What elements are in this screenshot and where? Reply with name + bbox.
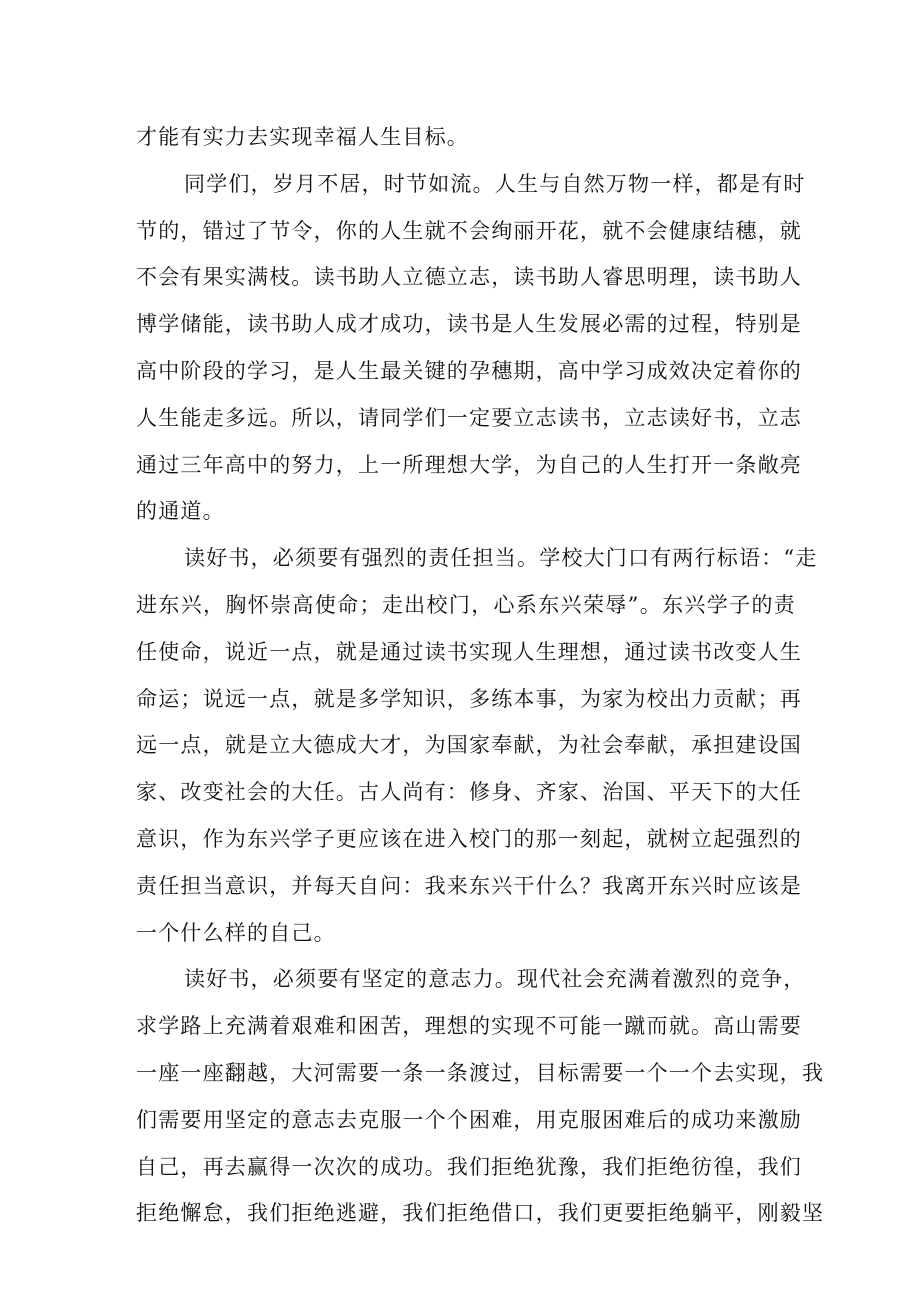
text-line: 命运；说远一点，就是多学知识，多练本事，为家为校出力贡献；再 bbox=[136, 686, 802, 711]
article-body bbox=[136, 114, 825, 1237]
text-line: 博学储能，读书助人成才成功，读书是人生发展必需的过程，特别是 bbox=[136, 312, 802, 337]
text-line: 意识，作为东兴学子更应该在进入校门的那一刻起，就树立起强烈的 bbox=[136, 826, 802, 851]
text-line: 进东兴，胸怀崇高使命；走出校门，心系东兴荣辱”。东兴学子的责 bbox=[136, 592, 796, 617]
text-line: 一个什么样的自己。 bbox=[136, 920, 336, 945]
paragraph-first-line: 同学们，岁月不居，时节如流。人生与自然万物一样，都是有时 bbox=[184, 171, 806, 196]
text-line: 远一点，就是立大德成大才，为国家奉献，为社会奉献，承担建设国 bbox=[136, 733, 802, 758]
text-line: 通过三年高中的努力，上一所理想大学，为自己的人生打开一条敞亮 bbox=[136, 452, 802, 477]
text-line: 才能有实力去实现幸福人生目标。 bbox=[136, 125, 469, 149]
text-line: 人生能走多远。所以，请同学们一定要立志读书，立志读好书，立志 bbox=[136, 405, 802, 430]
paragraph-first-line: 读好书，必须要有强烈的责任担当。学校大门口有两行标语：“走 bbox=[184, 546, 818, 571]
text-line: 自己，再去赢得一次次的成功。我们拒绝犹豫，我们拒绝彷徨，我们 bbox=[136, 1154, 802, 1179]
text-line: 家、改变社会的大任。古人尚有：修身、齐家、治国、平天下的大任 bbox=[136, 780, 802, 805]
paragraph-first-line: 读好书，必须要有坚定的意志力。现代社会充满着激烈的竞争， bbox=[184, 967, 806, 992]
text-line: 一座一座翻越，大河需要一条一条渡过，目标需要一个一个去实现，我 bbox=[136, 1060, 825, 1085]
text-line: 任使命，说近一点，就是通过读书实现人生理想，通过读书改变人生 bbox=[136, 639, 802, 664]
text-line: 节的，错过了节令，你的人生就不会绚丽开花，就不会健康结穗，就 bbox=[136, 218, 802, 243]
text-line: 不会有果实满枝。读书助人立德立志，读书助人睿思明理，读书助人 bbox=[136, 265, 802, 290]
text-line: 拒绝懈怠，我们拒绝逃避，我们拒绝借口，我们更要拒绝躺平，刚毅坚 bbox=[136, 1201, 825, 1226]
text-line: 高中阶段的学习，是人生最关键的孕穗期，高中学习成效决定着你的 bbox=[136, 358, 802, 383]
text-line: 责任担当意识，并每天自问：我来东兴干什么？我离开东兴时应该是 bbox=[136, 873, 802, 898]
text-line: 求学路上充满着艰难和困苦，理想的实现不可能一蹴而就。高山需要 bbox=[136, 1014, 802, 1039]
text-line: 的通道。 bbox=[136, 499, 225, 524]
text-line: 们需要用坚定的意志去克服一个个困难，用克服困难后的成功来激励 bbox=[136, 1107, 802, 1132]
